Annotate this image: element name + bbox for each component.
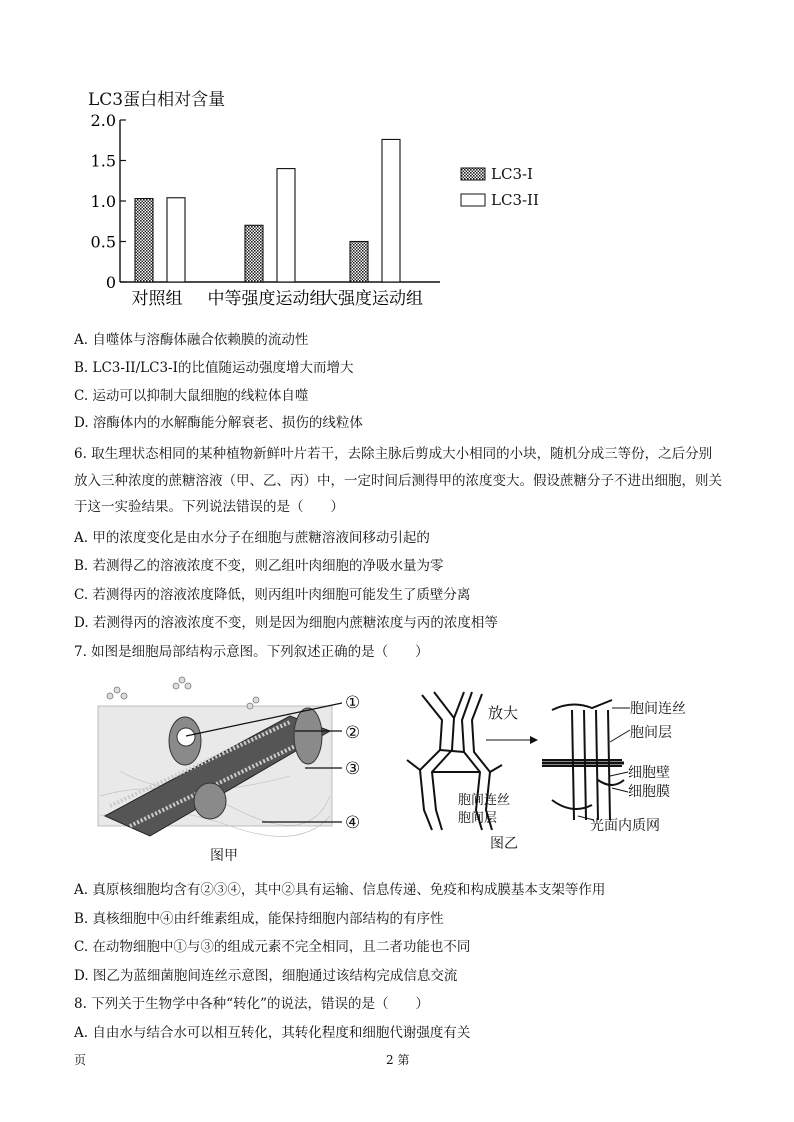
q5-option-d: D. 溶酶体内的水解酶能分解衰老、损伤的线粒体: [74, 415, 363, 431]
y-tick-label: 1.0: [90, 192, 116, 211]
legend-swatch-lc3-ii: [461, 194, 485, 206]
legend-label-lc3-i: LC3-I: [491, 165, 533, 183]
q8-option-a: A. 自由水与结合水可以相互转化，其转化程度和细胞代谢强度有关: [74, 1025, 471, 1041]
bar-lc3-ii-1: [277, 169, 295, 282]
q6-option-b: B. 若测得乙的溶液浓度不变，则乙组叶肉细胞的净吸水量为零: [74, 558, 444, 574]
bar-lc3-i-2: [350, 242, 368, 283]
marker-2: ②: [345, 723, 361, 743]
marker-3: ③: [345, 759, 361, 779]
membrane-protein: [194, 783, 226, 819]
left-label-middle-lamella: 胞间层: [458, 811, 498, 826]
right-label-middle-lamella: 胞间层: [630, 725, 672, 741]
q5-option-a: A. 自噬体与溶酶体融合依赖膜的流动性: [74, 332, 309, 348]
left-label-plasmodesmata: 胞间连丝: [458, 793, 511, 808]
figure-a-caption: 图甲: [210, 848, 238, 864]
q6-option-c: C. 若测得丙的溶液浓度降低，则丙组叶肉细胞可能发生了质壁分离: [74, 587, 471, 603]
page-number: 2 第: [386, 1053, 410, 1067]
y-tick-label: 0: [105, 273, 116, 292]
marker-1: ①: [345, 693, 361, 713]
q7-option-c: C. 在动物细胞中①与③的组成元素不完全相同，且二者功能也不同: [74, 939, 471, 955]
figure-plasmodesmata: [402, 680, 702, 850]
bar-lc3-ii-2: [382, 139, 400, 282]
q7-option-a: A. 真原核细胞均含有②③④，其中②具有运输、信息传递、免疫和构成膜基本支架等作用: [74, 882, 606, 898]
bar-lc3-i-1: [245, 225, 263, 282]
q6-option-d: D. 若测得丙的溶液浓度不变，则是因为细胞内蔗糖浓度与丙的浓度相等: [74, 615, 498, 631]
q5-option-b: B. LC3-II/LC3-I的比值随运动强度增大而增大: [74, 360, 354, 376]
q7-option-b: B. 真核细胞中④由纤维素组成，能保持细胞内部结构的有序性: [74, 911, 444, 927]
lc3-bar-chart: [80, 82, 560, 314]
q7-option-d: D. 图乙为蓝细菌胞间连丝示意图，细胞通过该结构完成信息交流: [74, 968, 458, 984]
figure-b-caption: 图乙: [490, 836, 518, 850]
right-label-smooth-er: 光面内质网: [590, 818, 660, 834]
right-label-cell-wall: 细胞壁: [628, 765, 670, 781]
right-label-plasmodesmata: 胞间连丝: [630, 701, 686, 717]
legend-label-lc3-ii: LC3-II: [491, 191, 539, 209]
x-category-label: 对照组: [131, 289, 183, 309]
y-axis-title: LC3蛋白相对含量: [88, 90, 226, 110]
y-tick-label: 1.5: [90, 151, 116, 171]
y-tick-label: 2.0: [90, 111, 116, 130]
membrane-protein: [294, 708, 322, 764]
q8-stem: 8. 下列关于生物学中各种“转化”的说法，错误的是（ ）: [74, 996, 429, 1012]
q6-stem: 6. 取生理状态相同的某种植物新鲜叶片若干，去除主脉后剪成大小相同的小块，随机分成三等份，之后分别放入三种浓度的蔗糖溶液（甲、乙、丙）中，一定时间后测得甲的浓度变大。假设蔗糖分子不进出细胞，则关于这一实验结果。下列说法错误的是（ ）: [74, 446, 722, 515]
right-label-cell-membrane: 细胞膜: [628, 784, 670, 800]
x-category-label: 大强度运动组: [321, 289, 423, 309]
q6-option-a: A. 甲的浓度变化是由水分子在细胞与蔗糖溶液间移动引起的: [74, 530, 430, 546]
y-tick-label: 0.5: [90, 232, 116, 252]
bar-lc3-i-0: [135, 199, 153, 282]
bar-lc3-ii-0: [167, 198, 185, 282]
q5-option-c: C. 运动可以抑制大鼠细胞的线粒体自噬: [74, 388, 309, 404]
marker-4: ④: [345, 813, 361, 833]
figure-membrane: [90, 676, 390, 866]
zoom-label: 放大: [488, 704, 519, 722]
q7-stem: 7. 如图是细胞局部结构示意图。下列叙述正确的是（ ）: [74, 644, 429, 660]
x-category-label: 中等强度运动组: [207, 289, 327, 309]
legend-swatch-lc3-i: [461, 168, 485, 180]
footer-left: 页: [74, 1053, 87, 1067]
